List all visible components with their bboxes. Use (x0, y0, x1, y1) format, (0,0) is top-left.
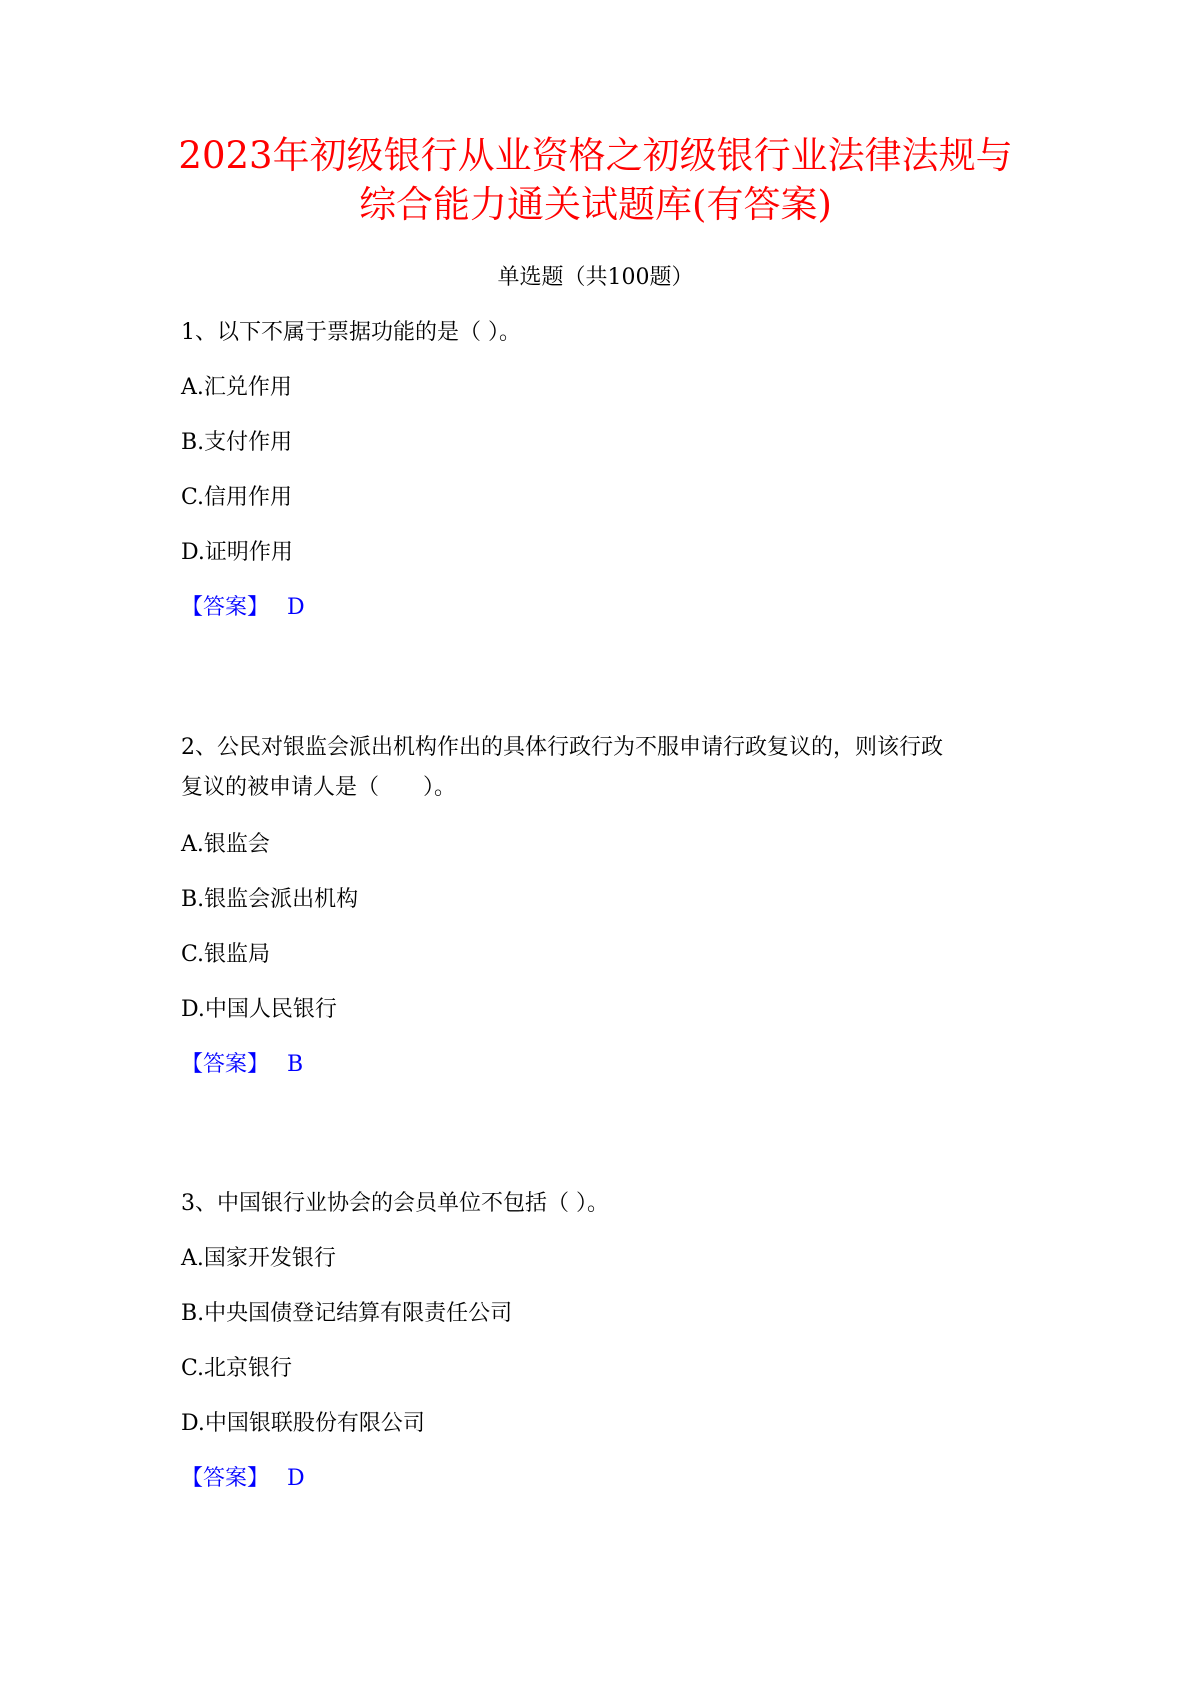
question-3-option-c: C.北京银行 (181, 1356, 293, 1381)
answer-value: B (287, 1052, 304, 1077)
question-1-option-b: B.支付作用 (181, 430, 293, 455)
question-2-option-d: D.中国人民银行 (181, 997, 337, 1022)
question-1-option-c: C.信用作用 (181, 485, 293, 510)
question-3-option-a: A.国家开发银行 (181, 1246, 336, 1271)
question-2-answer (181, 1050, 303, 1080)
document-title-line-1: 2023年初级银行从业资格之初级银行业法律法规与 (178, 134, 1013, 177)
question-3-answer (181, 1464, 305, 1494)
question-2-option-b: B.银监会派出机构 (181, 887, 359, 912)
answer-label: 【答案】 (181, 1466, 270, 1491)
question-1-option-d: D.证明作用 (181, 540, 293, 565)
answer-label: 【答案】 (181, 1052, 270, 1077)
question-2-stem-line-1: 2、公民对银监会派出机构作出的具体行政行为不服申请行政复议的，则该行政 (181, 735, 943, 760)
question-2-option-a: A.银监会 (181, 832, 270, 857)
question-3-stem: 3、中国银行业协会的会员单位不包括（ ）。 (181, 1191, 609, 1216)
answer-value: D (287, 595, 305, 620)
question-2-stem-line-2: 复议的被申请人是（ ）。 (181, 775, 457, 800)
question-1-stem: 1、以下不属于票据功能的是（ ）。 (181, 320, 521, 345)
answer-value: D (287, 1466, 305, 1491)
question-1-answer (181, 593, 305, 623)
document-title-line-2: 综合能力通关试题库(有答案) (359, 183, 832, 226)
question-3-option-b: B.中央国债登记结算有限责任公司 (181, 1301, 513, 1326)
section-heading: 单选题（共100题） (497, 265, 694, 290)
question-3-option-d: D.中国银联股份有限公司 (181, 1411, 425, 1436)
answer-label: 【答案】 (181, 595, 270, 620)
question-2-option-c: C.银监局 (181, 942, 271, 967)
question-1-option-a: A.汇兑作用 (181, 375, 292, 400)
